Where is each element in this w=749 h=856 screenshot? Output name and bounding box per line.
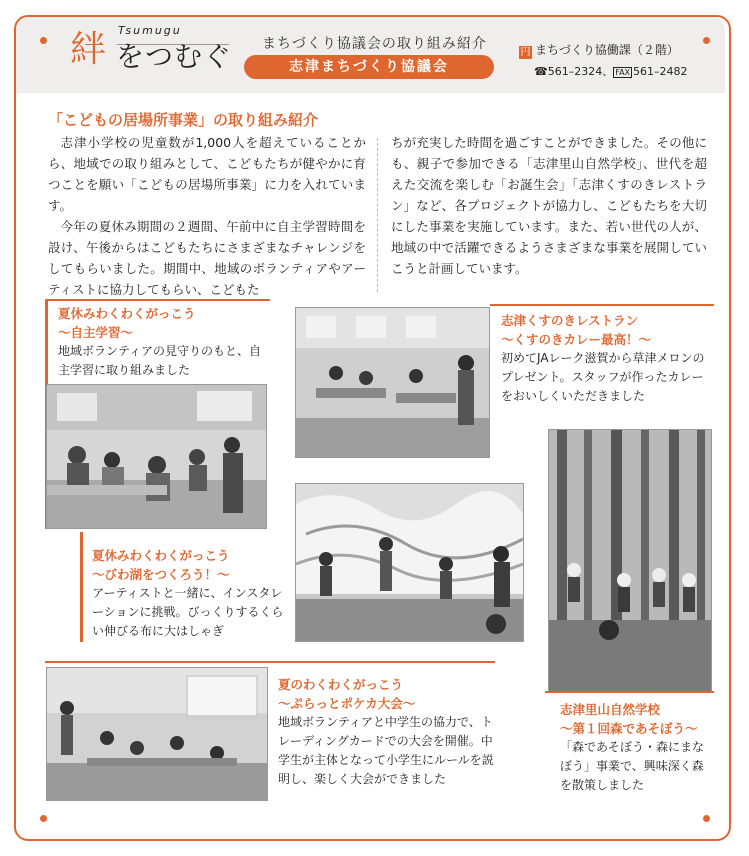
caption-bar — [80, 532, 83, 642]
caption-subtitle: ～自主学習～ — [58, 325, 134, 340]
phone-number: ☎561–2324、 — [534, 65, 614, 78]
caption-subtitle: ～くすのきカレー最高！～ — [501, 332, 652, 347]
corner-dot — [40, 815, 47, 822]
corner-dot — [703, 37, 710, 44]
column-divider — [377, 138, 378, 292]
caption-self-study — [58, 304, 268, 380]
article-title: 「こどもの居場所事業」の取り組み紹介 — [48, 111, 319, 129]
contact-phone — [534, 63, 688, 79]
caption-body: 地域ボランティアと中学生の協力で、トレーディングカードでの大会を開催。中学生が主体となって小学生にルールを説明し、楽しく大会ができました — [278, 715, 494, 786]
caption-body: 地域ボランティアの見守りのもと、自主学習に取り組みました — [58, 344, 262, 377]
article-column-1 — [48, 132, 366, 300]
photo-lake-installation — [295, 483, 524, 642]
logo-kanji: 絆 — [70, 29, 107, 70]
caption-forest-school — [560, 700, 710, 795]
article-paragraph: ちが充実した時間を過ごすことができました。その他にも、親子で参加できる「志津里山自然学校」、世代を超えた交流を楽しむ「お誕生会」「志津くすのきレストラン」など、各プロジェクトが協力し、こどもたちを大切にした事業を実施しています。また、若い世代の人が、地域の中で活躍できるようさまざまな事業を展開していこうと計画しています。 — [391, 135, 707, 276]
photo-forest — [548, 429, 712, 693]
caption-title: 夏のわくわくがっこう — [278, 677, 404, 692]
caption-card-tournament — [278, 675, 500, 789]
caption-lake — [92, 546, 292, 641]
caption-subtitle: ～びわ湖をつくろう！～ — [92, 567, 230, 582]
series-subtitle: まちづくり協議会の取り組み紹介 — [262, 36, 487, 52]
council-name-badge: 志津まちづくり協議会 — [244, 55, 494, 79]
caption-title: 夏休みわくわくがっこう — [58, 306, 196, 321]
caption-title: 志津くすのきレストラン — [501, 313, 639, 328]
department-name: まちづくり協働課（２階） — [535, 43, 679, 57]
article-paragraph: 今年の夏休み期間の２週間、午前中に自主学習時間を設け、午後からはこどもたちにさまざまなチャレンジをしてもらいました。期間中、地域のボランティアやアーティストに協力してもらい、こどもた — [48, 219, 366, 297]
contact-department — [519, 41, 679, 59]
caption-restaurant — [501, 311, 711, 406]
caption-subtitle: ～第１回森であそぼう～ — [560, 721, 698, 736]
caption-title: 志津里山自然学校 — [560, 702, 661, 717]
caption-body: アーティストと一緒に、インスタレーションに挑戦。びっくりするくらい伸びる布に大はしゃぎ — [92, 586, 284, 638]
caption-body: 初めてJAレーク滋賀から草津メロンのプレゼント。スタッフが作ったカレーをおいしくいただきました — [501, 351, 705, 403]
photo-self-study — [46, 384, 267, 529]
photo-restaurant — [295, 307, 490, 458]
location-icon: 円 — [520, 47, 531, 58]
logo-kana: をつむぐ — [116, 40, 233, 73]
caption-rule — [545, 691, 714, 693]
corner-dot — [703, 815, 710, 822]
caption-rule — [45, 661, 495, 663]
article-paragraph: 志津小学校の児童数が1,000人を超えていることから、地域での取り組みとして、こどもたちが健やかに育つことを願い「こどもの居場所事業」に力を入れています。 — [48, 135, 366, 213]
fax-icon: FAX — [615, 68, 631, 77]
caption-rule — [490, 304, 714, 306]
caption-subtitle: ～ぷらっとポケカ大会～ — [278, 696, 416, 711]
logo-roman: Tsumugu — [118, 24, 182, 37]
caption-rule — [45, 299, 270, 301]
fax-number: 561–2482 — [633, 65, 688, 78]
photo-card-tournament — [46, 667, 268, 801]
caption-title: 夏休みわくわくがっこう — [92, 548, 230, 563]
corner-dot — [40, 37, 47, 44]
article-column-2 — [391, 132, 707, 279]
caption-body: 「森であそぼう・森にまなぼう」事業で、興味深く森を散策しました — [560, 740, 705, 792]
